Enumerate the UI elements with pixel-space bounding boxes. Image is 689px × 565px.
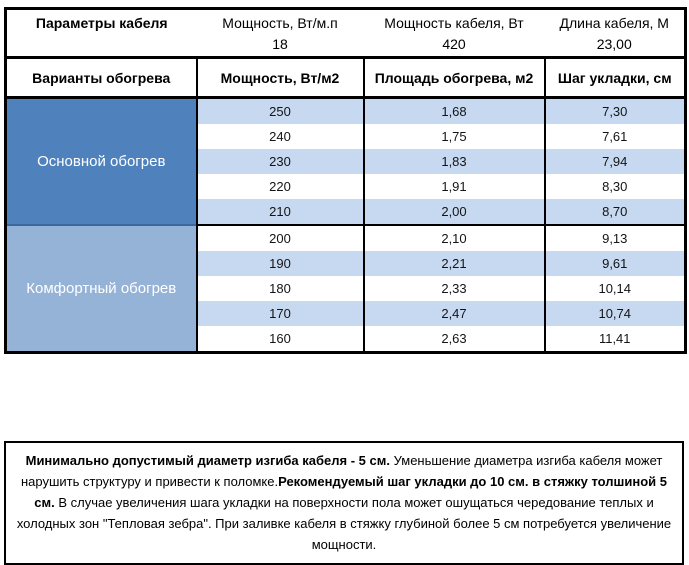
param-power-per-m-label: Мощность, Вт/м.п xyxy=(222,15,338,31)
cell-area: 2,33 xyxy=(364,276,545,301)
cell-step: 7,94 xyxy=(545,149,686,174)
param-title: Параметры кабеля xyxy=(35,15,168,31)
column-header-row xyxy=(6,58,686,98)
cell-power: 200 xyxy=(197,225,364,251)
cell-power: 240 xyxy=(197,124,364,149)
heating-cable-table xyxy=(4,7,687,354)
cell-step: 7,30 xyxy=(545,98,686,125)
cell-area: 1,75 xyxy=(364,124,545,149)
cell-area: 1,91 xyxy=(364,174,545,199)
param-cable-power-value: 420 xyxy=(442,36,466,52)
param-power-per-m-cell xyxy=(197,9,364,58)
note-segment: Рекомендуемый шаг укладки до 10 см. в стяжку толшиной 5 см. xyxy=(34,474,667,511)
note-segment: Уменьшение диаметра изгиба кабеля может нарушить структуру и привести к поломке. xyxy=(20,453,663,490)
param-title-cell xyxy=(6,9,197,58)
cell-area: 2,63 xyxy=(364,326,545,353)
header-power: Мощность, Вт/м2 xyxy=(197,58,364,98)
note-box xyxy=(4,441,684,565)
param-cable-power-label: Мощность кабеля, Вт xyxy=(384,15,524,31)
cell-area: 2,21 xyxy=(364,251,545,276)
cell-power: 220 xyxy=(197,174,364,199)
note-segment: Минимально допустимый диаметр изгиба кабеля - 5 см. xyxy=(25,453,390,468)
table-row xyxy=(6,225,686,251)
header-step: Шаг укладки, см xyxy=(545,58,686,98)
note-segment: В случае увеличения шага укладки на поверхности пола может ошущаться чередование теплых и холодных зон "Тепловая зебра". При заливке кабеля в стяжку глубиной более 5 см потребуется увеличение мощности. xyxy=(16,495,672,553)
cell-area: 1,68 xyxy=(364,98,545,125)
cell-area: 2,47 xyxy=(364,301,545,326)
cell-step: 7,61 xyxy=(545,124,686,149)
cell-area: 1,83 xyxy=(364,149,545,174)
param-power-per-m-value: 18 xyxy=(272,36,288,52)
header-variants: Варианты обогрева xyxy=(6,58,197,98)
group-primary-heating: Основной обогрев xyxy=(6,98,197,226)
cell-step: 9,61 xyxy=(545,251,686,276)
cell-step: 10,14 xyxy=(545,276,686,301)
group-comfort-heating: Комфортный обогрев xyxy=(6,225,197,353)
header-area: Площадь обогрева, м2 xyxy=(364,58,545,98)
cell-step: 10,74 xyxy=(545,301,686,326)
cell-power: 160 xyxy=(197,326,364,353)
cell-power: 230 xyxy=(197,149,364,174)
cell-power: 250 xyxy=(197,98,364,125)
param-cable-length-value: 23,00 xyxy=(596,36,632,52)
cell-step: 9,13 xyxy=(545,225,686,251)
cell-power: 190 xyxy=(197,251,364,276)
cell-step: 11,41 xyxy=(545,326,686,353)
cell-area: 2,00 xyxy=(364,199,545,225)
cell-area: 2,10 xyxy=(364,225,545,251)
cell-step: 8,70 xyxy=(545,199,686,225)
table-row xyxy=(6,98,686,125)
cable-params-row xyxy=(6,9,686,58)
param-title-empty xyxy=(7,35,197,55)
param-cable-length-label: Длина кабеля, М xyxy=(559,15,669,31)
param-cable-power-cell xyxy=(364,9,545,58)
cell-power: 210 xyxy=(197,199,364,225)
param-cable-length-cell xyxy=(545,9,686,58)
cell-power: 180 xyxy=(197,276,364,301)
cell-power: 170 xyxy=(197,301,364,326)
cell-step: 8,30 xyxy=(545,174,686,199)
